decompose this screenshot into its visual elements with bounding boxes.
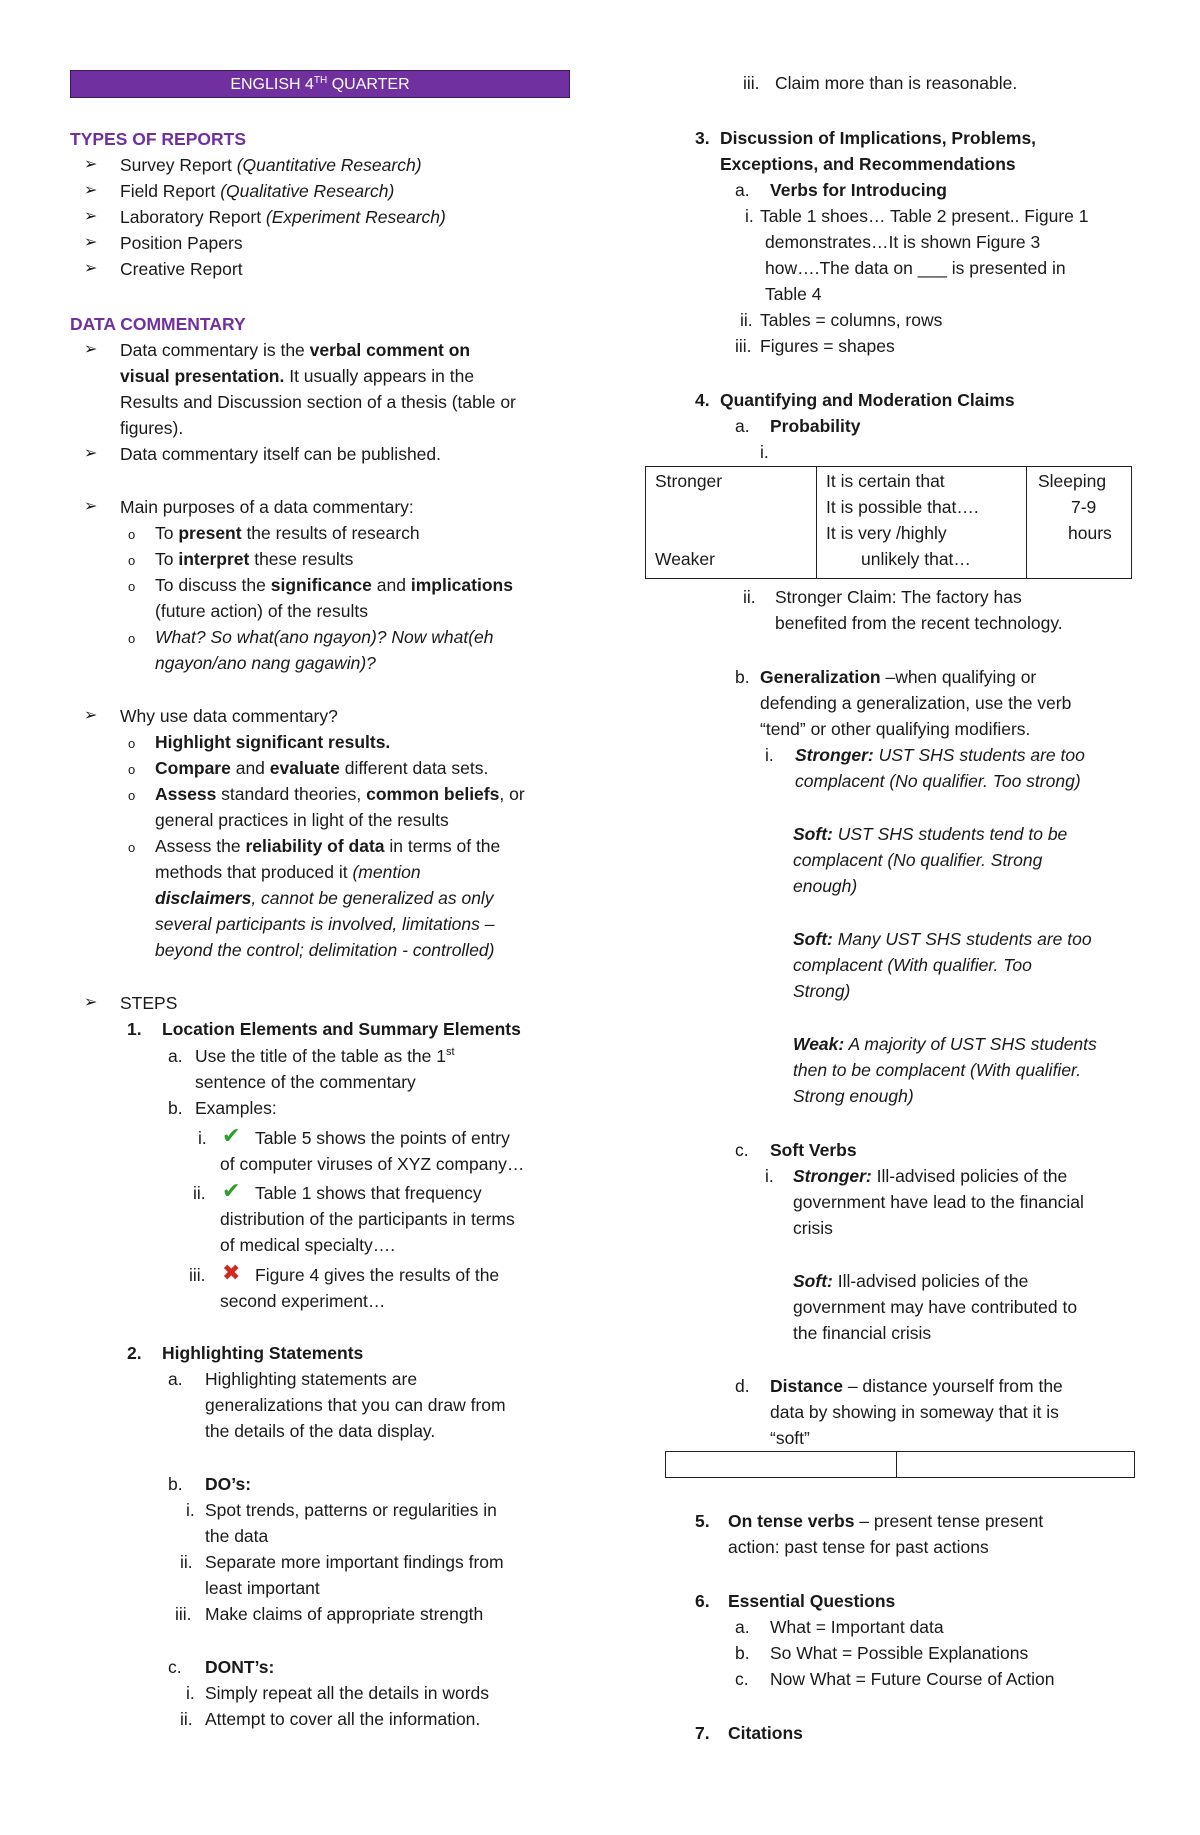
step1-a-cont: sentence of the commentary: [195, 1072, 416, 1092]
example-line: Table 5 shows the points of entry: [255, 1128, 510, 1148]
arrow-bullet-icon: ➢: [84, 182, 98, 199]
text: different data sets.: [339, 758, 489, 778]
step3-i-line: demonstrates…It is shown Figure 3: [765, 232, 1041, 252]
gen-item-line: complacent (No qualifier. Too strong): [795, 771, 1081, 791]
gen-item-line: complacent (With qualifier. Too: [793, 955, 1032, 975]
step6-title: Essential Questions: [728, 1591, 896, 1611]
text: , cannot be generalized as only: [251, 888, 494, 908]
arrow-bullet-icon: ➢: [84, 994, 98, 1011]
arrow-bullet-icon: ➢: [84, 260, 98, 277]
example-line: Figure 4 gives the results of the: [255, 1265, 500, 1285]
step3-title: Discussion of Implications, Problems,: [720, 128, 1037, 148]
soft-item-line: government have lead to the financial: [793, 1192, 1084, 1212]
step-number: 7.: [695, 1723, 710, 1743]
bold-text: disclaimers: [155, 888, 252, 908]
text: the results of research: [241, 523, 420, 543]
step-number: 2.: [127, 1343, 142, 1363]
list-item-cont: (future action) of the results: [155, 601, 369, 621]
circle-bullet-icon: o: [128, 527, 136, 542]
step1-title: Location Elements and Summary Elements: [162, 1019, 521, 1039]
step-number: 6.: [695, 1591, 710, 1611]
gen-item-line: enough): [793, 876, 858, 896]
type-note: (Experiment Research): [265, 207, 446, 227]
roman-numeral: iii.: [743, 73, 760, 93]
distance-line: [770, 1373, 1063, 1400]
generalization-line: “tend” or other qualifying modifiers.: [760, 719, 1031, 739]
text: , or: [499, 784, 525, 804]
dos-line: Separate more important findings from: [205, 1552, 504, 1572]
bold-text: evaluate: [269, 758, 340, 778]
type-label: Survey Report: [120, 155, 237, 175]
document-title: ENGLISH 4: [230, 76, 314, 93]
step6-item: What = Important data: [770, 1617, 944, 1637]
table-cell: It is possible that….: [826, 497, 979, 517]
step1-b: Examples:: [195, 1098, 277, 1118]
step-number: 4.: [695, 390, 710, 410]
bold-text: Weak:: [793, 1034, 845, 1054]
bold-text: Distance: [770, 1376, 843, 1396]
gen-item-line: complacent (No qualifier. Strong: [793, 850, 1043, 870]
gen-item-line: [793, 821, 1067, 848]
distance-line: data by showing in someway that it is: [770, 1402, 1059, 1422]
dos-line: least important: [205, 1578, 320, 1598]
text: Data commentary is the: [120, 340, 310, 360]
type-note: (Qualitative Research): [220, 181, 395, 201]
roman-numeral: i.: [760, 442, 769, 462]
circle-bullet-icon: o: [128, 579, 136, 594]
dos-line: the data: [205, 1526, 269, 1546]
roman-numeral: ii.: [193, 1183, 206, 1203]
list-item: What? So what(ano ngayon)? Now what(eh: [155, 627, 494, 647]
text: – present tense present: [854, 1511, 1044, 1531]
item-letter: b.: [168, 1098, 183, 1118]
soft-item-line: [793, 1268, 1028, 1295]
item-letter: c.: [735, 1669, 749, 1689]
text: It usually appears in the: [284, 366, 475, 386]
arrow-bullet-icon: ➢: [84, 498, 98, 515]
gen-item-line: [793, 1031, 1097, 1058]
item-letter: b.: [168, 1474, 183, 1494]
bold-text: Generalization: [760, 667, 881, 687]
step4-title: Quantifying and Moderation Claims: [720, 390, 1015, 410]
step-number: 3.: [695, 128, 710, 148]
text: To: [155, 523, 179, 543]
item-letter: a.: [735, 1617, 750, 1637]
step3-title-cont: Exceptions, and Recommendations: [720, 154, 1016, 174]
text: in terms of the: [384, 836, 501, 856]
bold-text: Soft:: [793, 824, 833, 844]
paragraph-line: [120, 363, 474, 390]
text: – distance yourself from the: [842, 1376, 1063, 1396]
step3-i-line: Table 4: [765, 284, 822, 304]
probability-table: [645, 466, 1132, 579]
text: Use the title of the table as the 1: [195, 1046, 446, 1066]
type-label: Creative Report: [120, 259, 243, 279]
step2-a-line: the details of the data display.: [205, 1421, 436, 1441]
text: Ill-advised policies of the: [871, 1166, 1068, 1186]
bold-text: present: [178, 523, 242, 543]
step7-title: Citations: [728, 1723, 803, 1743]
step-number: 1.: [127, 1019, 142, 1039]
step4-a: Probability: [770, 416, 861, 436]
list-item: [155, 520, 420, 547]
soft-item-line: [793, 1163, 1067, 1190]
example-line: distribution of the participants in terms: [220, 1209, 515, 1229]
list-item-cont: several participants is involved, limitations –: [155, 914, 495, 934]
text: and: [371, 575, 411, 595]
item-letter: a.: [168, 1369, 183, 1389]
table-cell: Weaker: [655, 549, 715, 569]
roman-numeral: iii.: [175, 1604, 192, 1624]
circle-bullet-icon: o: [128, 553, 136, 568]
example-line: second experiment…: [220, 1291, 386, 1311]
text: A majority of UST SHS students: [844, 1034, 1097, 1054]
roman-numeral: ii.: [743, 587, 756, 607]
list-item-cont: [155, 859, 421, 886]
why-title: Why use data commentary?: [120, 706, 338, 726]
roman-numeral: ii.: [180, 1552, 193, 1572]
arrow-bullet-icon: ➢: [84, 208, 98, 225]
soft-verbs-title: Soft Verbs: [770, 1140, 857, 1160]
gen-item-line: [795, 742, 1085, 769]
step4-ii-line: benefited from the recent technology.: [775, 613, 1063, 633]
item-letter: b.: [735, 667, 750, 687]
table-cell: unlikely that…: [861, 549, 971, 569]
type-note: (Quantitative Research): [236, 155, 422, 175]
circle-bullet-icon: o: [128, 788, 136, 803]
distance-line: “soft”: [770, 1428, 810, 1448]
text: To discuss the: [155, 575, 271, 595]
table-divider: [896, 1452, 897, 1477]
circle-bullet-icon: o: [128, 840, 136, 855]
text: UST SHS students are too: [873, 745, 1085, 765]
roman-numeral: ii.: [740, 310, 753, 330]
document-title-bar: [70, 70, 570, 98]
text: Ill-advised policies of the: [832, 1271, 1029, 1291]
bold-text: Compare: [155, 758, 231, 778]
table-cell: 7-9: [1071, 497, 1097, 517]
paragraph-line: Data commentary itself can be published.: [120, 444, 441, 464]
roman-numeral: i.: [765, 745, 774, 765]
document-title-rest: QUARTER: [327, 76, 410, 93]
bold-text: Stronger:: [795, 745, 874, 765]
data-commentary-heading: DATA COMMENTARY: [70, 314, 246, 334]
roman-numeral: iii.: [189, 1265, 206, 1285]
roman-numeral: i.: [186, 1683, 195, 1703]
table-cell: It is very /highly: [826, 523, 947, 543]
step3-a: Verbs for Introducing: [770, 180, 947, 200]
bold-text: Stronger:: [793, 1166, 872, 1186]
donts-title: DONT’s:: [205, 1657, 275, 1677]
list-item: [155, 546, 353, 573]
arrow-bullet-icon: ➢: [84, 156, 98, 173]
bold-text: Soft:: [793, 929, 833, 949]
table-divider: [816, 467, 817, 578]
step4-ii-line: Stronger Claim: The factory has: [775, 587, 1022, 607]
item-letter: c.: [168, 1657, 182, 1677]
arrow-bullet-icon: ➢: [84, 707, 98, 724]
bold-text: reliability of data: [245, 836, 385, 856]
step3-i-line: how….The data on ___ is presented in: [765, 258, 1066, 278]
type-label: Laboratory Report: [120, 207, 266, 227]
gen-item-line: Strong enough): [793, 1086, 914, 1106]
item-letter: b.: [735, 1643, 750, 1663]
bold-text: common beliefs: [366, 784, 500, 804]
circle-bullet-icon: o: [128, 736, 136, 751]
type-label: Position Papers: [120, 233, 243, 253]
text: –when qualifying or: [880, 667, 1037, 687]
paragraph-line: figures).: [120, 418, 184, 438]
list-item: [155, 781, 525, 808]
text: methods that produced it: [155, 862, 353, 882]
check-icon: ✔: [222, 1123, 241, 1148]
example-line: Table 1 shows that frequency: [255, 1183, 482, 1203]
arrow-bullet-icon: ➢: [84, 341, 98, 358]
paragraph-line: [120, 337, 470, 364]
dos-title: DO’s:: [205, 1474, 252, 1494]
bold-text: visual presentation.: [120, 366, 285, 386]
list-item: [120, 256, 243, 283]
generalization-line: [760, 664, 1036, 691]
list-item-cont: general practices in light of the results: [155, 810, 449, 830]
step2-a-line: generalizations that you can draw from: [205, 1395, 506, 1415]
steps-title: STEPS: [120, 993, 178, 1013]
list-item: Highlight significant results.: [155, 732, 391, 752]
dos-line: Make claims of appropriate strength: [205, 1604, 484, 1624]
item-letter: a.: [735, 180, 750, 200]
text: Assess the: [155, 836, 246, 856]
example-line: of computer viruses of XYZ company…: [220, 1154, 525, 1174]
document-title-sup: TH: [313, 75, 328, 86]
bold-text: Assess: [155, 784, 217, 804]
check-icon: ✔: [222, 1178, 241, 1203]
roman-numeral: i.: [745, 206, 754, 226]
soft-item-line: the financial crisis: [793, 1323, 932, 1343]
bold-text: Soft:: [793, 1271, 833, 1291]
empty-table: [665, 1451, 1135, 1478]
step3-iii: Figures = shapes: [760, 336, 895, 356]
step3-ii: Tables = columns, rows: [760, 310, 943, 330]
list-item-cont: ngayon/ano nang gagawin)?: [155, 653, 376, 673]
step6-item: Now What = Future Course of Action: [770, 1669, 1055, 1689]
generalization-line: defending a generalization, use the verb: [760, 693, 1072, 713]
gen-item-line: [793, 926, 1092, 953]
step5-line: [728, 1508, 1043, 1535]
gen-item-line: Strong): [793, 981, 851, 1001]
types-heading: TYPES OF REPORTS: [70, 129, 246, 149]
item-letter: a.: [168, 1046, 183, 1066]
bold-text: implications: [410, 575, 513, 595]
step2-title: Highlighting Statements: [162, 1343, 364, 1363]
purposes-title: Main purposes of a data commentary:: [120, 497, 414, 517]
bold-text: interpret: [178, 549, 250, 569]
text: and: [230, 758, 270, 778]
arrow-bullet-icon: ➢: [84, 445, 98, 462]
step3-i-line: Table 1 shoes… Table 2 present.. Figure 1: [760, 206, 1089, 226]
table-cell: hours: [1068, 523, 1112, 543]
text: UST SHS students tend to be: [832, 824, 1068, 844]
circle-bullet-icon: o: [128, 631, 136, 646]
donts-line: Simply repeat all the details in words: [205, 1683, 490, 1703]
bold-text: verbal comment on: [309, 340, 471, 360]
list-item-cont: beyond the control; delimitation - controlled): [155, 940, 495, 960]
item-letter: a.: [735, 416, 750, 436]
list-item: [155, 572, 513, 599]
arrow-bullet-icon: ➢: [84, 234, 98, 251]
list-item: [120, 152, 422, 179]
circle-bullet-icon: o: [128, 762, 136, 777]
text: Many UST SHS students are too: [832, 929, 1092, 949]
cross-icon: ✖: [222, 1260, 241, 1285]
paragraph-line: Results and Discussion section of a thesis (table or: [120, 392, 516, 412]
table-cell: It is certain that: [826, 471, 945, 491]
roman-numeral: i.: [186, 1500, 195, 1520]
donts-line: Claim more than is reasonable.: [775, 73, 1018, 93]
table-cell: Sleeping: [1038, 471, 1107, 491]
roman-numeral: ii.: [180, 1709, 193, 1729]
example-line: of medical specialty….: [220, 1235, 396, 1255]
list-item-cont: [155, 885, 494, 912]
step-number: 5.: [695, 1511, 710, 1531]
roman-numeral: i.: [198, 1128, 207, 1148]
step2-a-line: Highlighting statements are: [205, 1369, 418, 1389]
type-label: Field Report: [120, 181, 221, 201]
superscript: st: [446, 1046, 455, 1059]
bold-text: On tense verbs: [728, 1511, 855, 1531]
list-item: [120, 204, 446, 231]
item-letter: c.: [735, 1140, 749, 1160]
text: To: [155, 549, 179, 569]
text: standard theories,: [216, 784, 367, 804]
step1-a: [195, 1043, 455, 1070]
table-divider: [1026, 467, 1027, 578]
soft-item-line: government may have contributed to: [793, 1297, 1078, 1317]
item-letter: d.: [735, 1376, 750, 1396]
table-cell: Stronger: [655, 471, 723, 491]
step6-item: So What = Possible Explanations: [770, 1643, 1029, 1663]
roman-numeral: iii.: [735, 336, 752, 356]
step5-line: action: past tense for past actions: [728, 1537, 989, 1557]
bold-text: significance: [270, 575, 372, 595]
list-item: [155, 755, 488, 782]
dos-line: Spot trends, patterns or regularities in: [205, 1500, 497, 1520]
list-item: [155, 833, 500, 860]
donts-line: Attempt to cover all the information.: [205, 1709, 481, 1729]
list-item: [120, 230, 243, 257]
italic-text: (mention: [352, 862, 421, 882]
soft-item-line: crisis: [793, 1218, 833, 1238]
text: these results: [249, 549, 354, 569]
list-item: [120, 178, 394, 205]
roman-numeral: i.: [765, 1166, 774, 1186]
gen-item-line: then to be complacent (With qualifier.: [793, 1060, 1082, 1080]
